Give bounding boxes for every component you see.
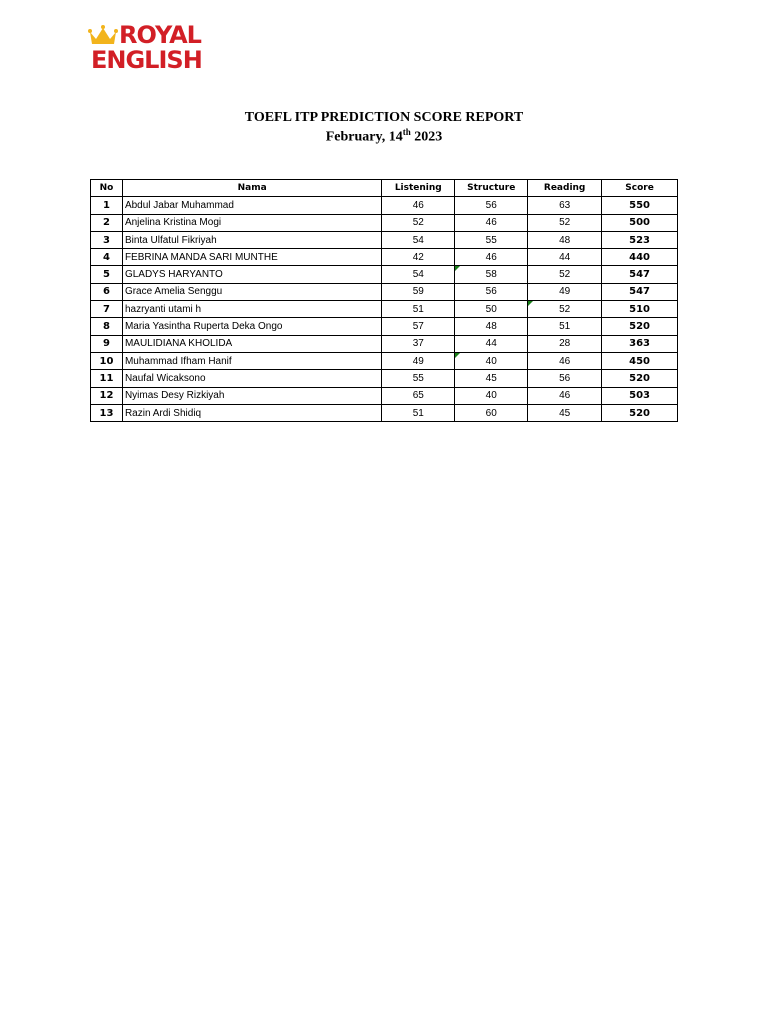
cell-no: 13: [91, 404, 123, 421]
cell-score: 450: [602, 352, 678, 369]
cell-structure: 46: [455, 249, 528, 266]
table-row: [91, 387, 678, 404]
cell-listening: 54: [382, 231, 455, 248]
logo-text-english: ENGLISH: [91, 46, 202, 74]
cell-name: Nyimas Desy Rizkiyah: [122, 387, 381, 404]
cell-listening: 52: [382, 214, 455, 231]
cell-name: Anjelina Kristina Mogi: [122, 214, 381, 231]
royal-english-logo: [88, 22, 208, 74]
table-row: [91, 352, 678, 369]
cell-listening: 42: [382, 249, 455, 266]
cell-listening: 55: [382, 370, 455, 387]
cell-reading: 49: [528, 283, 602, 300]
cell-reading: 45: [528, 404, 602, 421]
cell-name: Maria Yasintha Ruperta Deka Ongo: [122, 318, 381, 335]
header-listening: Listening: [382, 180, 455, 197]
cell-listening: 51: [382, 404, 455, 421]
cell-score: 500: [602, 214, 678, 231]
cell-score: 550: [602, 197, 678, 214]
cell-listening: 57: [382, 318, 455, 335]
header-structure: Structure: [455, 180, 528, 197]
cell-name: GLADYS HARYANTO: [122, 266, 381, 283]
cell-structure: 48: [455, 318, 528, 335]
cell-no: 9: [91, 335, 123, 352]
cell-structure: 45: [455, 370, 528, 387]
cell-no: 11: [91, 370, 123, 387]
table-row: [91, 283, 678, 300]
cell-reading: 52: [528, 266, 602, 283]
logo-text-royal: ROYAL: [119, 21, 201, 49]
cell-reading: 51: [528, 318, 602, 335]
header-name: Nama: [122, 180, 381, 197]
report-date-year: 2023: [410, 129, 443, 145]
cell-no: 6: [91, 283, 123, 300]
cell-reading: 52: [528, 214, 602, 231]
cell-structure: 55: [455, 231, 528, 248]
cell-score: 523: [602, 231, 678, 248]
cell-structure: 44: [455, 335, 528, 352]
cell-name: MAULIDIANA KHOLIDA: [122, 335, 381, 352]
cell-reading: 63: [528, 197, 602, 214]
report-date: [0, 127, 768, 146]
table-header-row: [91, 180, 678, 197]
cell-name: Grace Amelia Senggu: [122, 283, 381, 300]
cell-structure: 40: [455, 387, 528, 404]
cell-structure: 50: [455, 301, 528, 318]
cell-listening: 49: [382, 352, 455, 369]
cell-reading: 28: [528, 335, 602, 352]
cell-listening: 65: [382, 387, 455, 404]
cell-name: Razin Ardi Shidiq: [122, 404, 381, 421]
cell-no: 3: [91, 231, 123, 248]
crown-icon: [88, 24, 118, 46]
cell-score: 520: [602, 370, 678, 387]
cell-structure: 58: [455, 266, 528, 283]
cell-reading: 48: [528, 231, 602, 248]
cell-name: Naufal Wicaksono: [122, 370, 381, 387]
cell-structure: 56: [455, 283, 528, 300]
cell-score: 363: [602, 335, 678, 352]
table-row: [91, 249, 678, 266]
cell-score: 520: [602, 318, 678, 335]
header-no: No: [91, 180, 123, 197]
table-row: [91, 335, 678, 352]
cell-no: 2: [91, 214, 123, 231]
table-row: [91, 197, 678, 214]
report-title: TOEFL ITP PREDICTION SCORE REPORT: [244, 110, 524, 125]
table-row: [91, 301, 678, 318]
cell-structure: 40: [455, 352, 528, 369]
cell-listening: 37: [382, 335, 455, 352]
cell-name: Abdul Jabar Muhammad: [122, 197, 381, 214]
table-row: [91, 266, 678, 283]
cell-structure: 46: [455, 214, 528, 231]
cell-listening: 46: [382, 197, 455, 214]
cell-score: 510: [602, 301, 678, 318]
header-score: Score: [602, 180, 678, 197]
cell-no: 1: [91, 197, 123, 214]
cell-listening: 54: [382, 266, 455, 283]
cell-reading: 56: [528, 370, 602, 387]
cell-no: 10: [91, 352, 123, 369]
report-date-suffix: th: [402, 127, 411, 137]
cell-no: 5: [91, 266, 123, 283]
cell-no: 12: [91, 387, 123, 404]
cell-score: 520: [602, 404, 678, 421]
cell-no: 8: [91, 318, 123, 335]
report-date-month: February, 14: [325, 129, 403, 145]
cell-structure: 60: [455, 404, 528, 421]
cell-structure: 56: [455, 197, 528, 214]
cell-name: FEBRINA MANDA SARI MUNTHE: [122, 249, 381, 266]
cell-score: 547: [602, 266, 678, 283]
cell-name: Muhammad Ifham Hanif: [122, 352, 381, 369]
table-row: [91, 370, 678, 387]
cell-reading: 46: [528, 387, 602, 404]
cell-score: 440: [602, 249, 678, 266]
table-row: [91, 404, 678, 421]
cell-score: 547: [602, 283, 678, 300]
cell-score: 503: [602, 387, 678, 404]
cell-no: 7: [91, 301, 123, 318]
table-row: [91, 214, 678, 231]
cell-listening: 51: [382, 301, 455, 318]
cell-name: hazryanti utami h: [122, 301, 381, 318]
cell-reading: 44: [528, 249, 602, 266]
cell-name: Binta Ulfatul Fikriyah: [122, 231, 381, 248]
header-reading: Reading: [528, 180, 602, 197]
table-row: [91, 318, 678, 335]
cell-reading: 52: [528, 301, 602, 318]
cell-listening: 59: [382, 283, 455, 300]
table-row: [91, 231, 678, 248]
score-table: [90, 179, 678, 422]
cell-no: 4: [91, 249, 123, 266]
cell-reading: 46: [528, 352, 602, 369]
